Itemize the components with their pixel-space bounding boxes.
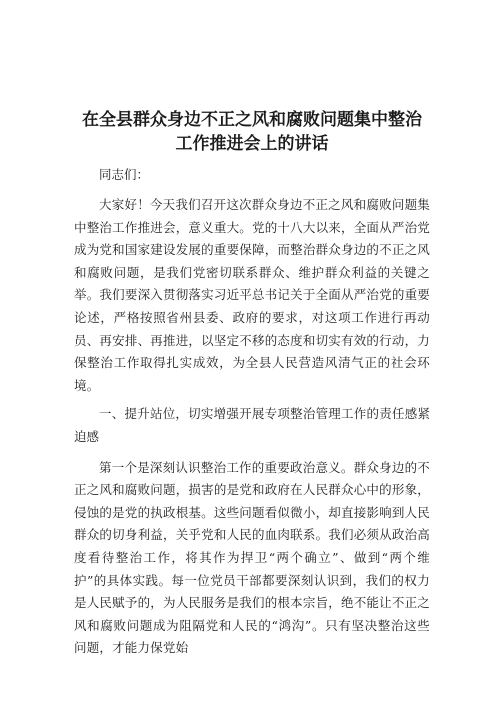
greeting: 同志们：: [99, 167, 150, 182]
paragraph-section-1: 第一个是深刻认识整治工作的重要政治意义。群众身边的不正之风和腐败问题，损害的是党和政府在人民群众心中的形象，侵蚀的是党的执政根基。这些问题看似微小，却直接影响到人民群众的切身利益，关乎党和人民的血肉联系。我们必须从政治高度看待整治工作，将其作为捍卫“两个确立”、做到“两个维护”的具体实践。每一位党员干部都要深刻认识到，我们的权力是人民赋予的，为人民服务是我们的根本宗旨，绝不能让不正之风和腐败问题成为阻隔党和人民的“鸿沟”。只有坚决整治这些问题，才能力保党始: [74, 459, 430, 656]
document-title: [74, 108, 430, 156]
title-line-2: 工作推进会上的讲话: [175, 134, 329, 154]
title-line-1: 在全县群众身边不正之风和腐败问题集中整治: [82, 110, 422, 130]
section-heading-1: 一、提升站位，切实增强开展专项整治管理工作的责任感紧迫感: [74, 406, 430, 444]
paragraph-opening: 大家好！今天我们召开这次群众身边不正之风和腐败问题集中整治工作推进会，意义重大。党的十八大以来，全面从严治党成为党和国家建设发展的重要保障，而整治群众身边的不正之风和腐败问题，是我们党密切联系群众、维护群众利益的关键之举。我们要深入贯彻落实习近平总书记关于全面从严治党的重要论述，严格按照省州县委、政府的要求，对这项工作进行再动员、再安排、再推进，以坚定不移的态度和切实有效的行动，力保整治工作取得扎实成效，为全县人民营造风清气正的社会环境。: [74, 197, 430, 393]
